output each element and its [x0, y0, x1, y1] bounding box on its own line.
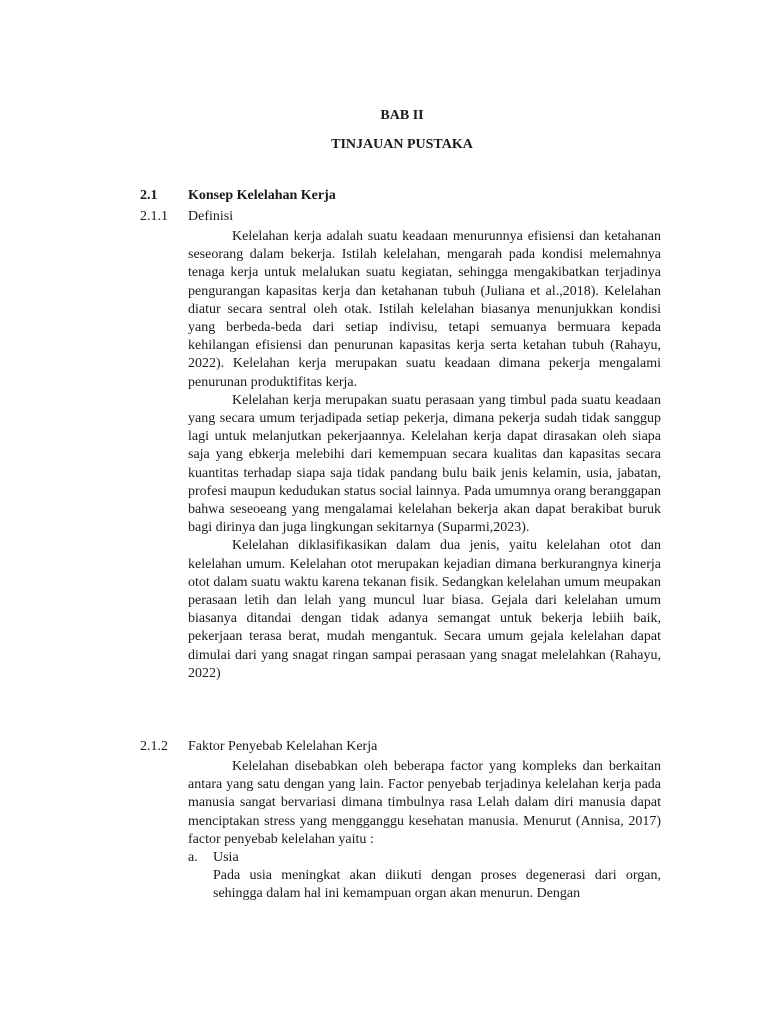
list-item-title: Usia: [213, 850, 239, 865]
list-item-text: Pada usia meningkat akan diikuti dengan proses degenerasi dari organ, sehingga dalam hal ini kemampuan organ akan menurun. Dengan: [213, 868, 661, 902]
section-title: Konsep Kelelahan Kerja: [188, 188, 336, 203]
chapter-title: TINJAUAN PUSTAKA: [331, 137, 473, 152]
subsection-title: Faktor Penyebab Kelelahan Kerja: [188, 739, 378, 754]
subsection-title: Definisi: [188, 209, 234, 224]
factors-body: [188, 758, 661, 849]
section-number: 2.1: [140, 188, 158, 203]
list-marker: a.: [188, 850, 198, 865]
paragraph: Kelelahan diklasifikasikan dalam dua jenis, yaitu kelelahan otot dan kelelahan umum. Kelelahan otot merupakan kejadian dimana berkurangnya kinerja otot dalam suatu waktu karena tekanan fisik. Sedangkan kelelahan umum meupakan perasaan letih dan lelah yang muncul luar biasa. Gejala dari kelelahan umum biasanya ditandai dengan tidak adanya semangat untuk bekerja lebiih baik, pekerjaan terasa berat, mudah mengantuk. Secara umum gejala kelelahan dapat dimulai dari yang snagat ringan sampai perasaan yang snagat melelahkan (Rahayu, 2022): [188, 538, 661, 681]
paragraph: Kelelahan kerja merupakan suatu perasaan yang timbul pada suatu keadaan yang secara umum terjadipada setiap pekerja, dimana pekerja sudah tidak sanggup lagi untuk melanjutkan pekerjaannya. Kelelahan kerja dapat dirasakan oleh siapa saja yang ebkerja melebihi dari kemempuan secara kualitas dan kapasitas secara kuantitas terhadap siapa saja tidak pandang bulu baik jenis kelamin, usia, jabatan, profesi maupun kedudukan status social lainnya. Pada umumnya orang beranggapan bahwa seseoeang yang mengalamai kelelahan bekerja akan dapat berakibat buruk bagi dirinya dan juga lingkungan sekitarnya (Suparmi,2023).: [188, 392, 661, 536]
subsection-number: 2.1.1: [140, 209, 168, 224]
list-item-body: [213, 867, 661, 903]
subsection-number: 2.1.2: [140, 739, 168, 754]
chapter-number: BAB II: [380, 108, 424, 123]
paragraph: Kelelahan disebabkan oleh beberapa factor yang kompleks dan berkaitan antara yang satu dengan yang lain. Factor penyebab terjadinya kelelahan kerja pada manusia sangat bervariasi dimana timbulnya rasa Lelah dalam diri manusia dapat menciptakan stress yang mengganggu kesehatan manusia. Menurut (Annisa, 2017) factor penyebab kelelahan yaitu :: [188, 759, 661, 847]
paragraph: Kelelahan kerja adalah suatu keadaan menurunnya efisiensi dan ketahanan seseorang dalam bekerja. Istilah kelelahan, mengarah pada kondisi melemahnya tenaga kerja untuk melalukan suatu kegiatan, sehingga mengakibatkan terjadinya pengurangan kapasitas kerja dan ketahanan tubuh (Juliana et al.,2018). Kelelahan diatur secara sentral oleh otak. Istilah kelelahan biasanya menunjukkan kondisi yang berbeda-beda dari setiap indivisu, tetapi semuanya bermuara kepada kehilangan efisiensi dan penurunan kapasitas kerja serta ketahan tubuh (Rahayu, 2022). Kelelahan kerja merupakan suatu keadaan dimana pekerja mengalami penurunan produktifitas kerja.: [188, 229, 661, 390]
definition-body: [188, 228, 661, 683]
